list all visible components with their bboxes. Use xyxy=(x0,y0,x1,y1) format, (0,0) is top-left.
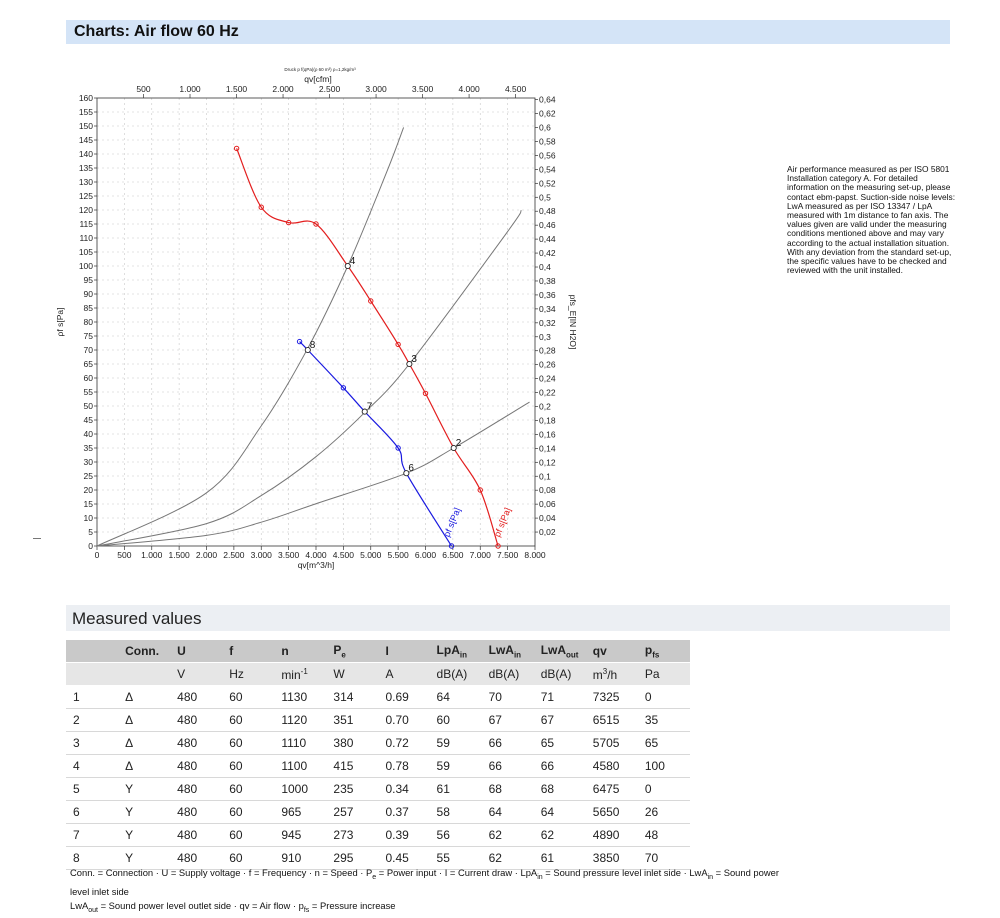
table-cell: 0.34 xyxy=(378,778,429,801)
table-cell: 60 xyxy=(222,686,274,709)
y-tick-label: 5 xyxy=(88,527,93,537)
y-tick-label: 35 xyxy=(83,443,93,453)
top-tick-label: 3.000 xyxy=(365,84,387,94)
table-cell: 273 xyxy=(326,824,378,847)
y-tick-label: 40 xyxy=(83,429,93,439)
table-cell: 62 xyxy=(534,824,586,847)
series-line-2 xyxy=(300,342,452,546)
col-header-qv: qv xyxy=(586,640,638,663)
y-tick-label: 10 xyxy=(83,513,93,523)
right-tick-label: 0,06 xyxy=(539,499,556,510)
x-tick-label: 2.000 xyxy=(195,550,218,560)
table-cell: 7 xyxy=(66,824,118,847)
right-tick-label: 0,14 xyxy=(539,443,556,454)
y-tick-label: 75 xyxy=(83,331,93,341)
table-cell: 4 xyxy=(66,755,118,778)
right-tick-label: 0,32 xyxy=(539,317,556,328)
right-tick-label: 0,46 xyxy=(539,220,556,231)
y-tick-label: 60 xyxy=(83,373,93,383)
table-cell: 6 xyxy=(66,801,118,824)
top-axis-label: qv[cfm] xyxy=(304,74,332,84)
table-cell: 0.39 xyxy=(378,824,429,847)
x-tick-label: 7.000 xyxy=(469,550,491,560)
x-tick-label: 3.500 xyxy=(277,550,300,560)
operating-point-label: 8 xyxy=(309,340,316,351)
table-footnote xyxy=(70,866,790,918)
right-tick-label: 0,4 xyxy=(539,262,551,273)
y-tick-label: 65 xyxy=(83,359,93,369)
top-tick-label: 500 xyxy=(136,84,151,94)
top-tick-label: 1.500 xyxy=(225,84,248,94)
y-tick-label: 70 xyxy=(83,345,93,355)
table-cell: 61 xyxy=(430,778,482,801)
system-curve xyxy=(97,127,404,546)
table-cell: 0.69 xyxy=(378,686,429,709)
table-cell: 26 xyxy=(638,801,690,824)
top-tick-label: 4.000 xyxy=(458,84,480,94)
table-cell: 0.37 xyxy=(378,801,429,824)
col-header-pe: $P_e$ xyxy=(326,640,378,663)
right-tick-label: 0,12 xyxy=(539,457,556,468)
table-cell: 60 xyxy=(222,847,274,870)
y-tick-label: 95 xyxy=(83,275,93,285)
table-cell: 65 xyxy=(534,732,586,755)
col-header-lwa-in: LwA$_{in}$ xyxy=(482,640,534,663)
measurement-note: Air performance measured as per ISO 5801 Installation category A. For detailed information on the measuring set-up, please contact ebm-papst. Suction-side noise levels: LwA measured as per ISO 13347 / LpA measured with 1m distance to fan axis. The values given are valid under the measuring conditions mentioned above and may vary according to the actual installation situation. With any deviation from the standard set-up, the specific values have to be checked and reviewed with the unit installed. xyxy=(787,164,956,276)
table-cell: 480 xyxy=(170,755,222,778)
unit-qv: $m^3/h$ xyxy=(586,663,638,686)
table-cell: 66 xyxy=(482,755,534,778)
table-cell: 257 xyxy=(326,801,378,824)
right-tick-label: 0,3 xyxy=(539,331,551,342)
table-cell: 945 xyxy=(274,824,326,847)
table-cell: 0.78 xyxy=(378,755,429,778)
table-cell: 2 xyxy=(66,709,118,732)
unit-lpa: dB(A) xyxy=(430,663,482,686)
col-header-lpa-in: LpA$_{in}$ xyxy=(430,640,482,663)
table-cell: Y xyxy=(118,824,170,847)
table-cell: Δ xyxy=(118,732,170,755)
table-cell: 0.72 xyxy=(378,732,429,755)
table-cell: Δ xyxy=(118,709,170,732)
right-tick-label: 0,64 xyxy=(539,94,556,105)
x-tick-label: 4.500 xyxy=(332,550,355,560)
table-cell: Δ xyxy=(118,755,170,778)
table-cell: 8 xyxy=(66,847,118,870)
y-tick-label: 0 xyxy=(88,541,93,551)
operating-point-label: 4 xyxy=(349,256,356,267)
table-cell: 480 xyxy=(170,778,222,801)
right-tick-label: 0,18 xyxy=(539,415,556,426)
chart-caption: Druck p f(qPa)(ρ 60 m³) ρ=1,2kg/m³ xyxy=(284,67,356,72)
table-cell: 480 xyxy=(170,709,222,732)
right-tick-label: 0,26 xyxy=(539,359,556,370)
table-row xyxy=(66,732,690,755)
table-cell: 0 xyxy=(638,778,690,801)
table-cell: 55 xyxy=(430,847,482,870)
col-header-lwa-out: LwA$_{out}$ xyxy=(534,640,586,663)
table-cell: 35 xyxy=(638,709,690,732)
table-cell: 71 xyxy=(534,686,586,709)
y-tick-label: 100 xyxy=(78,261,93,271)
system-curve xyxy=(97,402,530,546)
table-cell: 351 xyxy=(326,709,378,732)
measured-values-table xyxy=(66,640,690,870)
table-cell: 60 xyxy=(222,732,274,755)
y-tick-label: 130 xyxy=(78,177,93,187)
right-tick-label: 0,48 xyxy=(539,206,556,217)
table-cell: 60 xyxy=(222,824,274,847)
y-tick-label: 125 xyxy=(78,191,93,201)
right-tick-label: 0,6 xyxy=(539,122,551,133)
table-cell: 5 xyxy=(66,778,118,801)
table-cell: 5650 xyxy=(586,801,638,824)
y-tick-label: 55 xyxy=(83,387,93,397)
right-tick-label: 0,34 xyxy=(539,303,556,314)
y-tick-label: 45 xyxy=(83,415,93,425)
table-cell: 60 xyxy=(430,709,482,732)
table-cell: 64 xyxy=(534,801,586,824)
col-header-f: f xyxy=(222,640,274,663)
col-header-u: U xyxy=(170,640,222,663)
table-cell: 1120 xyxy=(274,709,326,732)
unit-pfs: Pa xyxy=(638,663,690,686)
table-cell: 380 xyxy=(326,732,378,755)
right-tick-label: 0,04 xyxy=(539,513,556,524)
table-cell: 68 xyxy=(482,778,534,801)
table-cell: Δ xyxy=(118,686,170,709)
right-tick-label: 0,22 xyxy=(539,387,556,398)
table-cell: 7325 xyxy=(586,686,638,709)
y-tick-label: 155 xyxy=(78,107,93,117)
table-cell: 60 xyxy=(222,801,274,824)
footnote-line-1: Conn. = Connection · U = Supply voltage · f = Frequency · n = Speed · $P_e$ = Power input · I = Current draw · LpA$_{in}$ = Sound pressure level inlet side · LwA$_{in}$ = Sound power level inlet side xyxy=(70,867,779,897)
y-tick-label: 30 xyxy=(83,457,93,467)
right-tick-label: 0,54 xyxy=(539,164,556,175)
col-header-pfs: $p_{fs}$ xyxy=(638,640,690,663)
unit-i: A xyxy=(378,663,429,686)
data-point xyxy=(297,339,301,343)
table-cell: 70 xyxy=(482,686,534,709)
table-cell: 60 xyxy=(222,709,274,732)
table-cell: Y xyxy=(118,801,170,824)
x-tick-label: 5.000 xyxy=(360,550,382,560)
right-tick-label: 0,02 xyxy=(539,527,556,538)
x-tick-label: 5.500 xyxy=(387,550,409,560)
y-tick-label: 115 xyxy=(79,219,93,229)
col-header-index xyxy=(66,640,118,663)
table-cell: 100 xyxy=(638,755,690,778)
y-tick-label: 145 xyxy=(78,135,93,145)
table-header-row xyxy=(66,640,690,663)
y-tick-label: 120 xyxy=(78,205,93,215)
right-tick-label: 0,36 xyxy=(539,289,556,300)
table-cell: 480 xyxy=(170,824,222,847)
col-header-conn: Conn. xyxy=(118,640,170,663)
table-cell: 1110 xyxy=(274,732,326,755)
col-header-n: n xyxy=(274,640,326,663)
y-tick-label: 150 xyxy=(78,121,93,131)
footnote-line-2: LwA$_{out}$ = Sound power level outlet side · qv = Air flow · $p_{fs}$ = Pressure increase xyxy=(70,899,396,914)
x-tick-label: 1.000 xyxy=(141,550,163,560)
operating-point-label: 7 xyxy=(366,401,373,413)
top-tick-label: 4.500 xyxy=(504,84,527,94)
table-cell: 56 xyxy=(430,824,482,847)
table-row xyxy=(66,755,690,778)
table-cell: Y xyxy=(118,778,170,801)
table-row xyxy=(66,778,690,801)
table-row xyxy=(66,709,690,732)
right-tick-label: 0,38 xyxy=(539,275,556,286)
table-cell: 1100 xyxy=(274,755,326,778)
y-tick-label: 90 xyxy=(83,289,93,299)
operating-point-label: 3 xyxy=(411,354,417,365)
charts-title: Charts: Air flow 60 Hz xyxy=(74,23,239,40)
table-cell: 0.45 xyxy=(378,847,429,870)
y-tick-label: 110 xyxy=(79,233,93,243)
table-cell: 3 xyxy=(66,732,118,755)
table-cell: 67 xyxy=(534,709,586,732)
table-cell: 4890 xyxy=(586,824,638,847)
right-tick-label: 0,16 xyxy=(539,429,556,440)
y-tick-label: 140 xyxy=(78,149,93,159)
table-cell: 0.70 xyxy=(378,709,429,732)
table-cell: 66 xyxy=(534,755,586,778)
right-tick-label: 0,24 xyxy=(539,373,556,384)
table-cell: 3850 xyxy=(586,847,638,870)
table-cell: 1000 xyxy=(274,778,326,801)
unit-f: Hz xyxy=(222,663,274,686)
table-cell: 60 xyxy=(222,778,274,801)
right-tick-label: 0,56 xyxy=(539,150,556,161)
right-tick-label: 0,5 xyxy=(539,192,551,203)
measured-values-title: Measured values xyxy=(72,609,202,628)
x-tick-label: 1.500 xyxy=(168,550,190,560)
table-cell: 64 xyxy=(482,801,534,824)
x-tick-label: 3.000 xyxy=(250,550,272,560)
operating-point-label: 2 xyxy=(455,438,462,449)
col-header-i: I xyxy=(378,640,429,663)
right-tick-label: 0,58 xyxy=(539,136,556,147)
table-cell: 6515 xyxy=(586,709,638,732)
table-cell: 1130 xyxy=(274,686,326,709)
y-tick-label: 105 xyxy=(78,247,93,257)
right-tick-label: 0,08 xyxy=(539,485,556,496)
y-tick-label: 50 xyxy=(83,401,93,411)
table-units-row xyxy=(66,663,690,686)
x-tick-label: 6.500 xyxy=(442,550,464,560)
table-cell: 64 xyxy=(430,686,482,709)
right-tick-label: 0,62 xyxy=(539,108,556,119)
unit-lwa-in: dB(A) xyxy=(482,663,534,686)
table-cell: 65 xyxy=(638,732,690,755)
table-cell: 5705 xyxy=(586,732,638,755)
unit-lwa-out: dB(A) xyxy=(534,663,586,686)
table-cell: 60 xyxy=(222,755,274,778)
right-tick-label: 0,44 xyxy=(539,234,556,245)
top-tick-label: 2.000 xyxy=(272,84,294,94)
right-axis-label: pfs_E[IN H2O] xyxy=(568,294,578,350)
table-cell: 1 xyxy=(66,686,118,709)
x-tick-label: 7.500 xyxy=(496,550,519,560)
table-cell: 4580 xyxy=(586,755,638,778)
measured-values-header xyxy=(66,605,950,631)
table-cell: 61 xyxy=(534,847,586,870)
table-cell: 68 xyxy=(534,778,586,801)
table-cell: Y xyxy=(118,847,170,870)
right-tick-label: 0,1 xyxy=(539,471,551,482)
unit-pe: W xyxy=(326,663,378,686)
table-cell: 48 xyxy=(638,824,690,847)
x-tick-label: 4.000 xyxy=(305,550,327,560)
table-row xyxy=(66,686,690,709)
table-cell: 965 xyxy=(274,801,326,824)
top-tick-label: 1.000 xyxy=(179,84,201,94)
table-cell: 66 xyxy=(482,732,534,755)
table-row xyxy=(66,824,690,847)
table-cell: 480 xyxy=(170,732,222,755)
table-cell: 62 xyxy=(482,847,534,870)
table-cell: 59 xyxy=(430,755,482,778)
x-tick-label: 8.000 xyxy=(524,550,546,560)
unit-n: $\min^{-1}$ xyxy=(274,663,326,686)
table-cell: 59 xyxy=(430,732,482,755)
y-tick-label: 135 xyxy=(78,163,93,173)
y-tick-label: 85 xyxy=(83,303,93,313)
table-cell: 480 xyxy=(170,847,222,870)
table-cell: 314 xyxy=(326,686,378,709)
operating-point-label: 6 xyxy=(408,463,414,475)
table-cell: 62 xyxy=(482,824,534,847)
table-row xyxy=(66,801,690,824)
table-cell: 480 xyxy=(170,801,222,824)
unit-u: V xyxy=(170,663,222,686)
table-cell: 67 xyxy=(482,709,534,732)
x-axis-label: qv[m^3/h] xyxy=(297,560,335,570)
curve-label: ρf s[Pa] xyxy=(491,506,513,539)
table-cell: 0 xyxy=(638,686,690,709)
right-tick-label: 0,52 xyxy=(539,178,556,189)
right-tick-label: 0,2 xyxy=(539,401,551,412)
y-tick-label: 15 xyxy=(83,499,93,509)
right-tick-label: 0,42 xyxy=(539,248,556,259)
x-tick-label: 0 xyxy=(94,550,100,560)
curve-label: ρf s[Pa] xyxy=(441,506,463,539)
table-cell: 58 xyxy=(430,801,482,824)
table-cell: 480 xyxy=(170,686,222,709)
table-cell: 415 xyxy=(326,755,378,778)
y-tick-label: 80 xyxy=(83,317,93,327)
x-tick-label: 2.500 xyxy=(223,550,245,560)
table-cell: 6475 xyxy=(586,778,638,801)
table-cell: 295 xyxy=(326,847,378,870)
right-tick-label: 0,28 xyxy=(539,345,556,356)
x-tick-label: 6.000 xyxy=(414,550,437,560)
divider-mark xyxy=(33,538,41,539)
y-tick-label: 160 xyxy=(78,93,93,103)
y-tick-label: 25 xyxy=(83,471,93,481)
table-cell: 70 xyxy=(638,847,690,870)
x-tick-label: 500 xyxy=(117,550,132,560)
top-tick-label: 3.500 xyxy=(411,84,434,94)
table-cell: 235 xyxy=(326,778,378,801)
table-cell: 910 xyxy=(274,847,326,870)
y-axis-label: ρf s[Pa] xyxy=(55,307,65,337)
top-tick-label: 2.500 xyxy=(318,84,341,94)
y-tick-label: 20 xyxy=(83,485,93,495)
